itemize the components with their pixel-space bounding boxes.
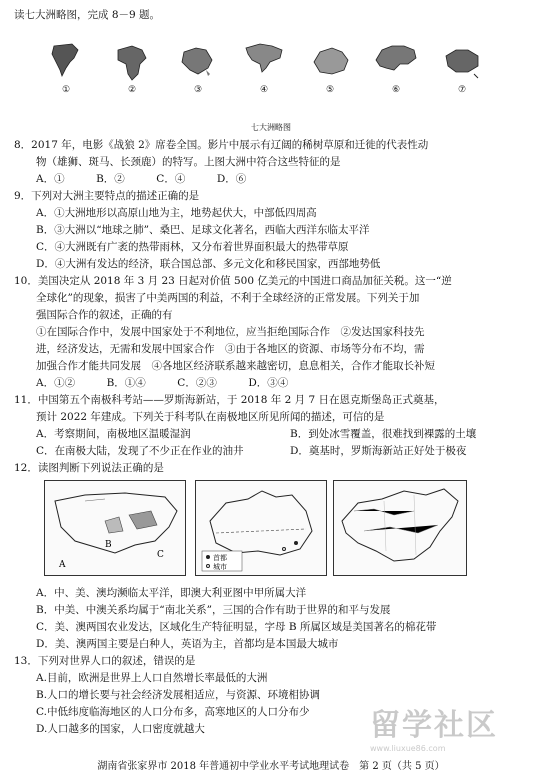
australia-legend-city: 城市 [213,563,227,571]
q12-option-c: C．美、澳两国农业发达，区域化生产特征明显，字母 B 所属区域是美国著名的棉花带 [36,621,437,633]
continent-2-icon [110,40,154,84]
q9-option-d: D．④大洲有发达的经济，联合国总部、多元文化和移民国家，西部地势低 [36,258,381,270]
watermark-title: 留学社区 [370,708,498,743]
q10-statement3: 加强合作才能共同发展 ④各地区经济联系越来越密切，息息相关，合作才能取长补短 [36,360,435,372]
q11-option-b: B．到处冰雪覆盖，很难找到裸露的土壤 [290,428,477,440]
continent-3-label: ③ [193,85,203,95]
continent-2 [110,40,154,98]
continent-1 [44,40,88,98]
us-map-label-b: B [105,540,112,550]
china-map-figure [333,480,467,576]
continent-7 [440,40,484,98]
continent-7-label: ⑦ [457,85,467,95]
continent-4-icon [242,40,286,84]
q13-option-d: D.人口越多的国家，人口密度就越大 [36,723,205,735]
q11-option-d: D．奠基时，罗斯海新站正好处于极夜 [290,445,467,457]
australia-legend-capital: 首都 [213,554,227,562]
q12-stem: 12．读图判断下列说法正确的是 [14,462,164,474]
us-map-figure [44,480,186,576]
continent-7-icon [440,40,484,84]
continent-5-icon [308,40,352,84]
q13-option-c: C.中低纬度临海地区的人口分布多，高寒地区的人口分布少 [36,706,310,718]
q10-line1: 10．美国决定从 2018 年 3 月 23 日起对价值 500 亿美元的中国进口商品加征关税。这一“逆 [14,275,452,287]
continent-6 [374,40,418,98]
us-map-label-c: C [157,550,164,560]
q12-option-d: D．美、澳两国主要是白种人，英语为主，首都均是本国最大城市 [36,638,339,650]
continent-2-label: ② [127,85,137,95]
q9-stem: 9．下列对大洲主要特点的描述正确的是 [14,190,200,202]
us-map-label-a: A [59,560,66,570]
continent-5 [308,40,352,98]
q11-line2: 预计 2022 年建成。下列关于科考队在南极地区所见所闻的描述，可信的是 [36,411,385,423]
q10-line2: 全球化”的现象，损害了中美两国的利益，不利于全球经济的正常发展。下列关于加 [36,292,420,304]
australia-map-figure [195,480,327,576]
watermark-url: www.liuxue86.com [370,744,446,753]
continent-6-icon [374,40,418,84]
q10-options: A．①② B．①④ C．②③ D．③④ [36,377,289,389]
q8-line1: 8．2017 年，电影《战狼 2》席卷全国。影片中展示有辽阔的稀树草原和迁徙的代表性动 [14,139,429,151]
intro-text: 读七大洲略图，完成 8－9 题。 [14,9,161,21]
q10-statement2: 进，经济发达，无需和发展中国家合作 ③由于各地区的资源、市场等分布不均，需 [36,343,425,355]
continent-3 [176,40,220,98]
china-map-drawing [334,481,466,575]
continent-3-icon [176,40,220,84]
continent-1-label: ① [61,85,71,95]
continent-1-icon [44,40,88,84]
q10-line3: 强国际合作的叙述，正确的有 [36,309,173,321]
australia-map-drawing [196,481,326,575]
q8-options: A．① B．② C．④ D．⑥ [36,173,247,185]
q11-option-a: A．考察期间，南极地区温暖湿润 [36,428,191,440]
q9-option-a: A．①大洲地形以高原山地为主，地势起伏大，中部低四周高 [36,207,317,219]
q9-option-c: C．④大洲既有广袤的热带雨林，又分布着世界面积最大的热带草原 [36,241,349,253]
q8-line2: 物（雄狮、斑马、长颈鹿）的特写。上图大洲中符合这些特征的是 [36,156,341,168]
continent-5-label: ⑤ [325,85,335,95]
q12-option-b: B．中美、中澳关系均属于“南北关系”，三国的合作有助于世界的和平与发展 [36,604,391,616]
q10-statement1: ①在国际合作中，发展中国家处于不利地位，应当拒绝国际合作 ②发达国家科技先 [36,326,425,338]
map-caption: 七大洲略图 [251,123,291,132]
continent-map-row [44,40,504,112]
us-map-drawing [45,481,185,575]
q12-option-a: A．中、美、澳均濒临太平洋，即澳大利亚图中甲所属大洋 [36,587,307,599]
continent-4 [242,40,286,98]
site-watermark [370,700,530,760]
q13-option-a: A.目前，欧洲是世界上人口自然增长率最低的大洲 [36,672,268,684]
q13-option-b: B.人口的增长要与社会经济发展相适应，与资源、环境相协调 [36,689,321,701]
continent-4-label: ④ [259,85,269,95]
page-footer: 湖南省张家界市 2018 年普通初中学业水平考试地理试卷 第 2 页（共 5 页） [97,761,445,772]
q11-option-c: C．在南极大陆，发现了不少正在作业的油井 [36,445,244,457]
q9-option-b: B．③大洲以“地球之肺”、桑巴、足球文化著名，西临大西洋东临太平洋 [36,224,370,236]
continent-6-label: ⑥ [391,85,401,95]
q13-stem: 13．下列对世界人口的叙述，错误的是 [14,655,196,667]
q11-line1: 11．中国第五个南极科考站——罗斯海新站，于 2018 年 2 月 7 日在恩克斯堡岛正式奠基， [14,394,445,406]
